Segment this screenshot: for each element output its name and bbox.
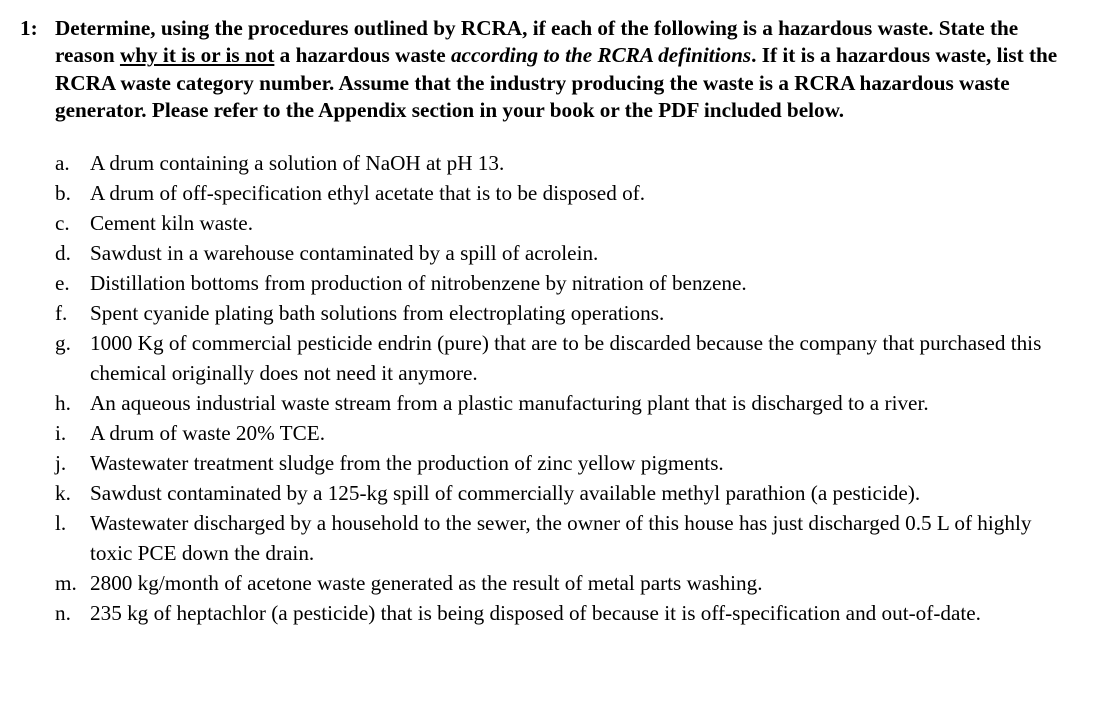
- item-text: 235 kg of heptachlor (a pesticide) that is being disposed of because it is off-specification and out-of-date.: [90, 601, 981, 626]
- question-text-part3: . If it is a hazardous waste, list the RCRA waste category number. Assume that the industry producing the waste is a RCRA hazardous waste generator. Please refer to the Appendix section in your book or the PDF included below.: [55, 43, 1058, 122]
- list-item: [55, 598, 1066, 628]
- item-text: Wastewater discharged by a household to the sewer, the owner of this house has just discharged 0.5 L of highly toxic PCE down the drain.: [90, 511, 1032, 566]
- item-letter: m.: [55, 571, 77, 596]
- list-item: [55, 208, 1066, 238]
- list-item: [55, 478, 1066, 508]
- item-text: Distillation bottoms from production of nitrobenzene by nitration of benzene.: [90, 271, 747, 296]
- item-letter: j.: [55, 451, 67, 476]
- item-letter: i.: [55, 421, 67, 446]
- list-item: [55, 508, 1066, 568]
- list-item: [55, 148, 1066, 178]
- list-item: [55, 268, 1066, 298]
- item-text: 2800 kg/month of acetone waste generated as the result of metal parts washing.: [90, 571, 763, 596]
- waste-item-list: [20, 148, 1066, 628]
- item-text: Sawdust in a warehouse contaminated by a spill of acrolein.: [90, 241, 599, 266]
- item-text: 1000 Kg of commercial pesticide endrin (pure) that are to be discarded because the company that purchased this chemical originally does not need it anymore.: [90, 331, 1042, 386]
- question-number: 1:: [20, 16, 38, 40]
- item-letter: a.: [55, 151, 70, 176]
- list-item: [55, 298, 1066, 328]
- item-text: Spent cyanide plating bath solutions from electroplating operations.: [90, 301, 665, 326]
- item-letter: g.: [55, 331, 71, 356]
- question-prompt: [20, 15, 1066, 124]
- item-text: A drum of off-specification ethyl acetate that is to be disposed of.: [90, 181, 646, 206]
- item-letter: h.: [55, 391, 71, 416]
- item-letter: d.: [55, 241, 71, 266]
- list-item: [55, 448, 1066, 478]
- item-letter: c.: [55, 211, 70, 236]
- item-text: Wastewater treatment sludge from the production of zinc yellow pigments.: [90, 451, 724, 476]
- item-letter: f.: [55, 301, 68, 326]
- question-text-part2: a hazardous waste: [274, 43, 451, 68]
- list-item: [55, 328, 1066, 388]
- list-item: [55, 238, 1066, 268]
- item-letter: l.: [55, 511, 67, 536]
- item-letter: n.: [55, 601, 71, 626]
- item-text: An aqueous industrial waste stream from a plastic manufacturing plant that is discharged to a river.: [90, 391, 929, 416]
- item-text: A drum containing a solution of NaOH at pH 13.: [90, 151, 505, 176]
- question-italic-phrase: according to the RCRA definitions: [450, 43, 752, 68]
- item-letter: e.: [55, 271, 70, 296]
- item-text: Cement kiln waste.: [90, 211, 253, 236]
- list-item: [55, 568, 1066, 598]
- list-item: [55, 388, 1066, 418]
- item-letter: b.: [55, 181, 71, 206]
- item-text: A drum of waste 20% TCE.: [90, 421, 325, 446]
- list-item: [55, 178, 1066, 208]
- question-text-part1: Determine, using the procedures outlined by RCRA, if each of the following is a hazardous waste. State the reason: [55, 16, 1019, 68]
- question-underlined-phrase: why it is or is not: [119, 43, 275, 68]
- list-item: [55, 418, 1066, 448]
- item-letter: k.: [55, 481, 71, 506]
- item-text: Sawdust contaminated by a 125-kg spill of commercially available methyl parathion (a pesticide).: [90, 481, 921, 506]
